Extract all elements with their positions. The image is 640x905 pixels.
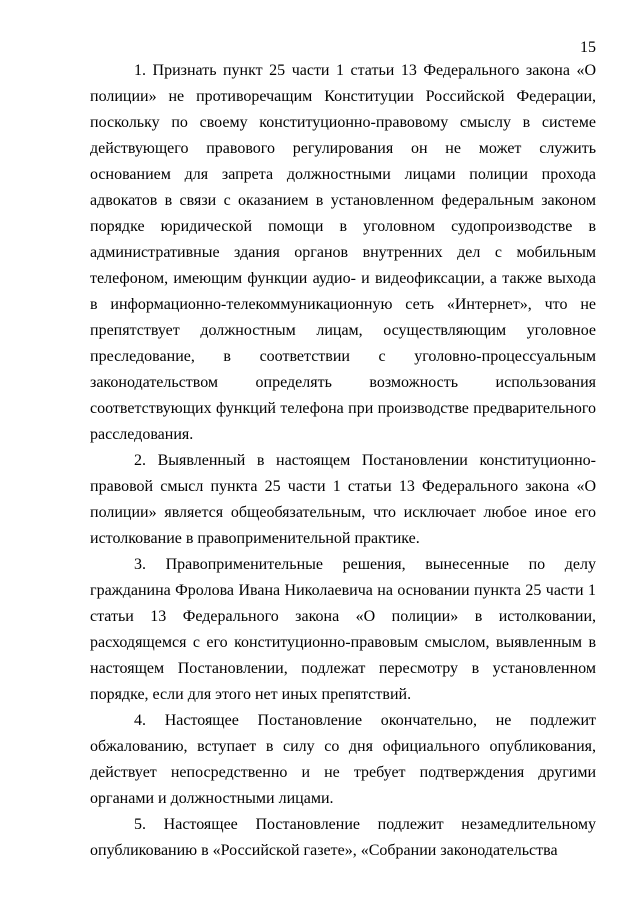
page-number: 15 (580, 39, 596, 56)
paragraph-5: 5. Настоящее Постановление подлежит незамедлительному опубликованию в «Российской газете», «Собрании законодательства (90, 816, 596, 859)
document-body (90, 58, 596, 864)
paragraph-3: 3. Правоприменительные решения, вынесенные по делу гражданина Фролова Ивана Николаевича на основании пункта 25 части 1 статьи 13 Федерального закона «О полиции» в истолковании, расходящемся с его конституционно-правовым смыслом, выявленным в настоящем Постановлении, подлежат пересмотру в установленном порядке, если для этого нет иных препятствий. (90, 556, 596, 703)
paragraph-2: 2. Выявленный в настоящем Постановлении конституционно-правовой смысл пункта 25 части 1 статьи 13 Федерального закона «О полиции» является общеобязательным, что исключает любое иное его истолкование в правоприменительной практике. (90, 452, 596, 547)
paragraph-1: 1. Признать пункт 25 части 1 статьи 13 Федерального закона «О полиции» не противоречащим Конституции Российской Федерации, поскольку по своему конституционно-правовому смыслу в системе действующего правового регулирования он не может служить основанием для запрета должностными лицами полиции прохода адвокатов в связи с оказанием в установленном федеральным законом порядке юридической помощи в уголовном судопроизводстве в административные здания органов внутренних дел с мобильным телефоном, имеющим функции аудио- и видеофиксации, а также выхода в информационно-телекоммуникационную сеть «Интернет», что не препятствует должностным лицам, осуществляющим уголовное преследование, в соответствии с уголовно-процессуальным законодательством определять возможность использования соответствующих функций телефона при производстве предварительного расследования. (90, 62, 596, 443)
paragraph-4: 4. Настоящее Постановление окончательно, не подлежит обжалованию, вступает в силу со дня официального опубликования, действует непосредственно и не требует подтверждения другими органами и должностными лицами. (90, 712, 596, 807)
